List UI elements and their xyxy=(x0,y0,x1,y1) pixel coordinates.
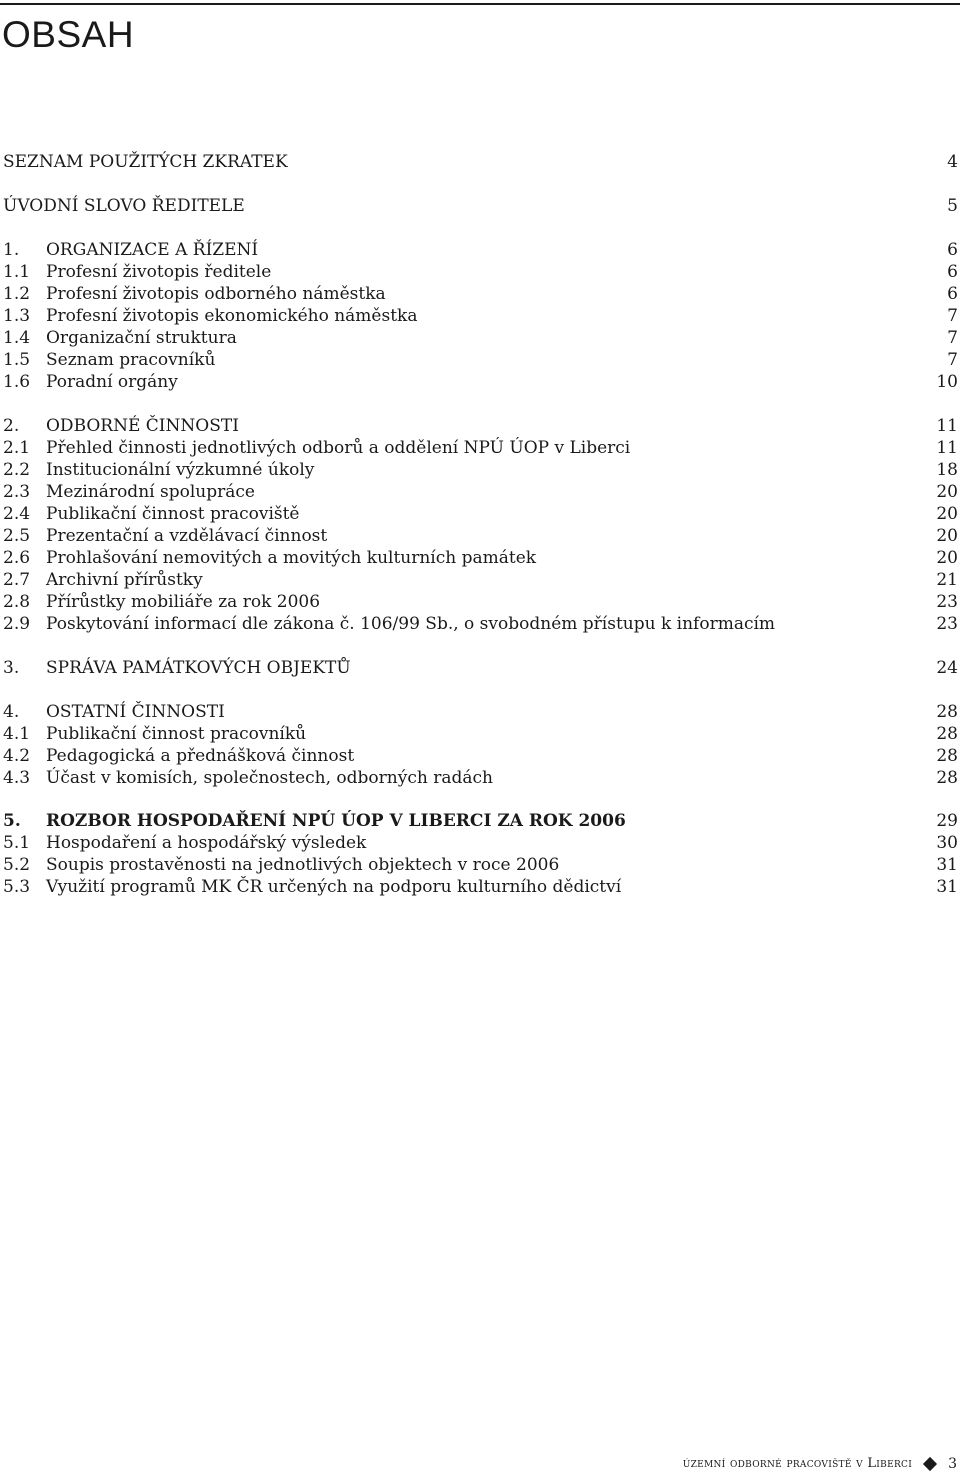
toc-entry-page: 11 xyxy=(936,416,958,436)
toc-entry-5-2[interactable] xyxy=(3,854,958,876)
toc-entry-page: 30 xyxy=(936,833,958,853)
toc-section-3[interactable] xyxy=(3,657,958,679)
toc-entry-label: Publikační činnost pracoviště xyxy=(46,504,300,524)
toc-entry-5-3[interactable] xyxy=(3,876,958,898)
toc-entry-2-1[interactable] xyxy=(3,437,958,459)
toc-entry-4-1[interactable] xyxy=(3,723,958,745)
toc-entry-number: 2.8 xyxy=(3,592,31,612)
toc-entry-label: Archivní přírůstky xyxy=(46,570,203,590)
toc-entry-label: Poradní orgány xyxy=(46,372,178,392)
toc-entry-label: Profesní životopis ředitele xyxy=(46,262,272,282)
toc-entry-number: 5.3 xyxy=(3,877,31,897)
toc-entry-page: 6 xyxy=(947,262,958,282)
toc-entry-page: 20 xyxy=(936,526,958,546)
toc-entry-label: Přehled činnosti jednotlivých odborů a oddělení NPÚ ÚOP v Liberci xyxy=(46,438,631,458)
toc-entry-number: 4.2 xyxy=(3,746,31,766)
toc-entry-number: 1.4 xyxy=(3,328,31,348)
toc-entry-label: Poskytování informací dle zákona č. 106/99 Sb., o svobodném přístupu k informacím xyxy=(46,614,776,634)
toc-entry-1-4[interactable] xyxy=(3,327,958,349)
toc-entry-number: 2.9 xyxy=(3,614,31,634)
toc-entry-page: 10 xyxy=(936,372,958,392)
toc-entry-1-1[interactable] xyxy=(3,261,958,283)
toc-entry-2-2[interactable] xyxy=(3,459,958,481)
toc-entry-page: 20 xyxy=(936,504,958,524)
toc-entry-page: 28 xyxy=(936,746,958,766)
toc-entry-number: 1. xyxy=(3,240,20,260)
toc-entry-number: 1.6 xyxy=(3,372,31,392)
toc-entry-label: Pedagogická a přednášková činnost xyxy=(46,746,355,766)
footer-label: územní odborné pracoviště v Liberci xyxy=(682,1456,913,1471)
toc-entry-2-9[interactable] xyxy=(3,613,958,635)
toc-entry-page: 4 xyxy=(947,152,958,172)
toc-entry-label: Publikační činnost pracovníků xyxy=(46,724,307,744)
toc-entry-page: 29 xyxy=(936,811,958,831)
toc-entry-5-1[interactable] xyxy=(3,832,958,854)
toc-entry-page: 24 xyxy=(936,658,958,678)
toc-entry-number: 2.6 xyxy=(3,548,31,568)
top-rule xyxy=(0,3,960,5)
toc-entry-label: Seznam pracovníků xyxy=(46,350,216,370)
toc-entry-label: Institucionální výzkumné úkoly xyxy=(46,460,315,480)
toc-entry-label: SPRÁVA PAMÁTKOVÝCH OBJEKTŮ xyxy=(46,658,351,678)
toc-entry-label: ÚVODNÍ SLOVO ŘEDITELE xyxy=(3,196,245,216)
toc-entry-number: 5.1 xyxy=(3,833,31,853)
toc-entry-label: Prezentační a vzdělávací činnost xyxy=(46,526,328,546)
toc-entry-number: 2.4 xyxy=(3,504,31,524)
toc-entry-label: Prohlašování nemovitých a movitých kulturních památek xyxy=(46,548,537,568)
toc-entry-page: 20 xyxy=(936,482,958,502)
toc-entry-page: 6 xyxy=(947,284,958,304)
toc-entry-page: 5 xyxy=(947,196,958,216)
toc-entry-number: 5.2 xyxy=(3,855,31,875)
toc-entry-page: 7 xyxy=(947,306,958,326)
toc-entry-number: 4.3 xyxy=(3,768,31,788)
toc-entry-label: Profesní životopis ekonomického náměstka xyxy=(46,306,418,326)
toc-entry-2-3[interactable] xyxy=(3,481,958,503)
toc-entry-page: 28 xyxy=(936,702,958,722)
toc-entry-4-2[interactable] xyxy=(3,745,958,767)
toc-entry-label: SEZNAM POUŽITÝCH ZKRATEK xyxy=(3,152,288,172)
toc-entry-2-5[interactable] xyxy=(3,525,958,547)
toc-entry-page: 28 xyxy=(936,724,958,744)
toc-entry-abbreviations[interactable] xyxy=(3,151,958,173)
toc-entry-page: 28 xyxy=(936,768,958,788)
toc-entry-2-8[interactable] xyxy=(3,591,958,613)
toc-entry-label: Mezinárodní spolupráce xyxy=(46,482,255,502)
toc-entry-label: ROZBOR HOSPODAŘENÍ NPÚ ÚOP V LIBERCI ZA ROK 2006 xyxy=(46,811,626,831)
toc-entry-number: 4.1 xyxy=(3,724,31,744)
toc-entry-number: 3. xyxy=(3,658,20,678)
page-number: 3 xyxy=(948,1456,957,1472)
toc-entry-number: 1.2 xyxy=(3,284,31,304)
toc-entry-number: 1.5 xyxy=(3,350,31,370)
toc-entry-label: Hospodaření a hospodářský výsledek xyxy=(46,833,367,853)
toc-entry-1-6[interactable] xyxy=(3,371,958,393)
toc-entry-label: Profesní životopis odborného náměstka xyxy=(46,284,386,304)
page-footer xyxy=(683,1454,957,1474)
toc-entry-label: Přírůstky mobiliáře za rok 2006 xyxy=(46,592,321,612)
toc-entry-number: 2. xyxy=(3,416,20,436)
toc-entry-number: 4. xyxy=(3,702,20,722)
toc-entry-label: Soupis prostavěnosti na jednotlivých objektech v roce 2006 xyxy=(46,855,560,875)
toc-section-1[interactable] xyxy=(3,239,958,261)
toc-entry-number: 2.1 xyxy=(3,438,31,458)
toc-entry-page: 23 xyxy=(936,614,958,634)
toc-entry-number: 5. xyxy=(3,811,21,831)
toc-entry-number: 2.2 xyxy=(3,460,31,480)
toc-entry-1-2[interactable] xyxy=(3,283,958,305)
toc-entry-page: 7 xyxy=(947,350,958,370)
toc-entry-page: 6 xyxy=(947,240,958,260)
toc-entry-page: 20 xyxy=(936,548,958,568)
toc-entry-number: 2.5 xyxy=(3,526,31,546)
page-title: OBSAH xyxy=(2,14,135,55)
toc-entry-page: 7 xyxy=(947,328,958,348)
toc-entry-label: OSTATNÍ ČINNOSTI xyxy=(46,702,225,722)
toc-entry-page: 31 xyxy=(936,877,958,897)
toc-section-2[interactable] xyxy=(3,415,958,437)
toc-entry-2-7[interactable] xyxy=(3,569,958,591)
toc-entry-page: 21 xyxy=(936,570,958,590)
toc-entry-2-4[interactable] xyxy=(3,503,958,525)
toc-entry-page: 31 xyxy=(936,855,958,875)
toc-entry-label: ORGANIZACE A ŘÍZENÍ xyxy=(46,240,259,260)
toc-section-5[interactable] xyxy=(3,810,958,832)
toc-entry-page: 23 xyxy=(936,592,958,612)
toc-entry-number: 2.3 xyxy=(3,482,31,502)
toc-entry-page: 18 xyxy=(936,460,958,480)
toc-entry-page: 11 xyxy=(936,438,958,458)
toc-section-4[interactable] xyxy=(3,701,958,723)
toc-entry-2-6[interactable] xyxy=(3,547,958,569)
toc-entry-4-3[interactable] xyxy=(3,767,958,789)
toc-entry-1-5[interactable] xyxy=(3,349,958,371)
toc-entry-label: Organizační struktura xyxy=(46,328,237,348)
toc-entry-1-3[interactable] xyxy=(3,305,958,327)
toc-entry-number: 1.1 xyxy=(3,262,31,282)
toc-entry-label: Využití programů MK ČR určených na podporu kulturního dědictví xyxy=(46,877,622,897)
toc-entry-number: 2.7 xyxy=(3,570,31,590)
toc-entry-label: ODBORNÉ ČINNOSTI xyxy=(46,416,239,436)
toc-entry-label: Účast v komisích, společnostech, odborných radách xyxy=(46,768,493,788)
toc-entry-foreword[interactable] xyxy=(3,195,958,217)
toc-entry-number: 1.3 xyxy=(3,306,31,326)
